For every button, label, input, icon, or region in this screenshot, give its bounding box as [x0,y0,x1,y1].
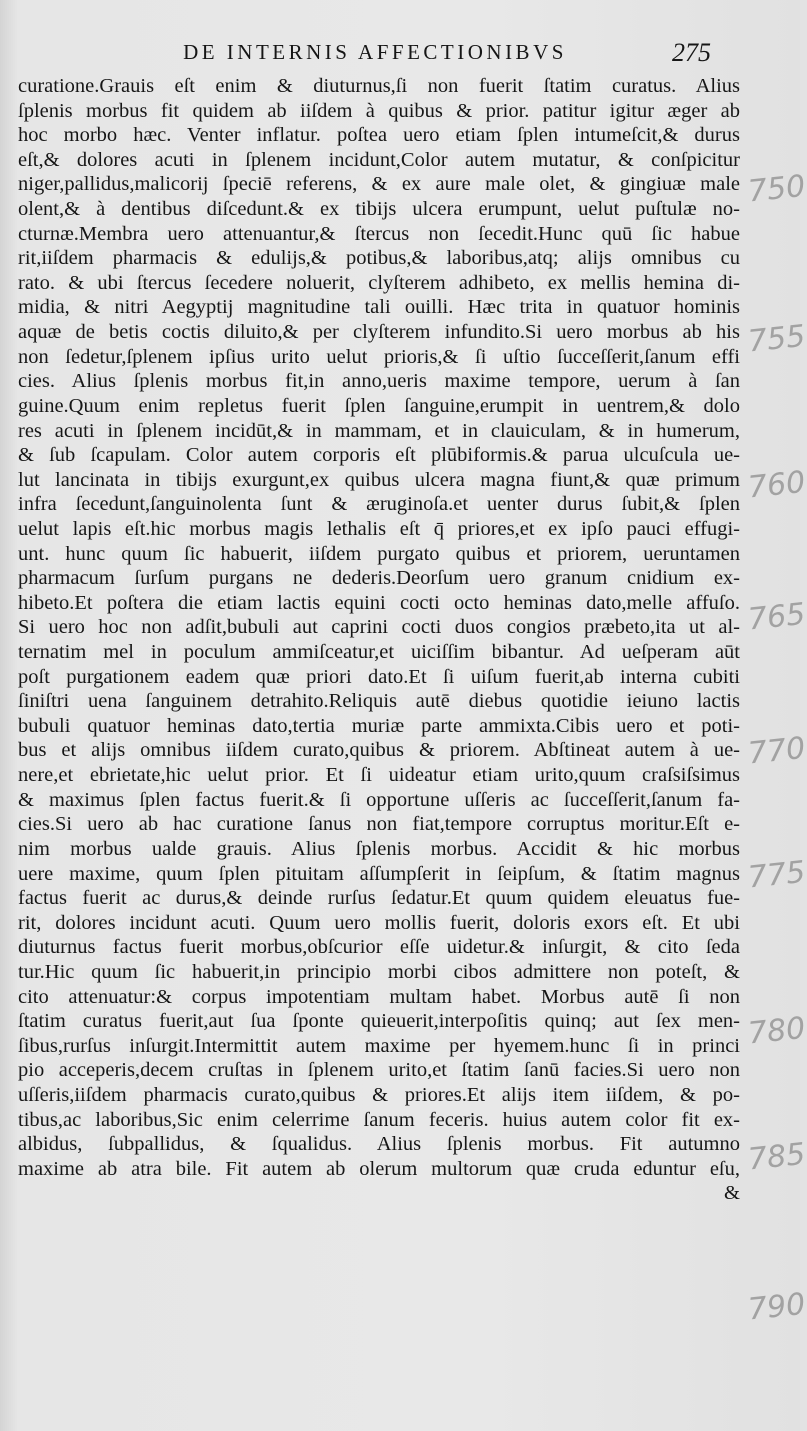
text-line: tur.Hic quum ſic habuerit,in principio morbi cibos admittere non poteſt, & [18,960,740,983]
text-line: ſiniſtri uena ſanguinem detrahito.Reliquis autē diebus quotidie ieiuno lactis [18,690,740,713]
text-line: nim morbus ualde grauis. Alius ſplenis morbus. Accidit & hic morbus [18,837,740,860]
text-line: eſt,& dolores acuti in ſplenem incidunt,Color autem mutatur, & conſpicitur [18,148,740,171]
text-line: tibus,ac laboribus,Sic enim celerrime ſanum feceris. huius autem color fit ex- [18,1108,740,1131]
margin-note: 760 [746,464,807,506]
text-line: bubuli quatuor heminas dato,tertia muriæ parte ammixta.Cibis uero et poti- [18,714,740,737]
margin-note: 750 [746,168,807,210]
text-line: niger,pallidus,malicorij ſpeciē referens, & ex aure male olet, & gingiuæ male [18,173,740,196]
text-line: rit, dolores incidunt acuti. Quum uero mollis fuerit, doloris exors eſt. Et ubi [18,911,740,934]
text-line: hoc morbo hæc. Venter inflatur. poſtea uero etiam ſplen intumeſcit,& durus [18,124,740,147]
text-line: ſibus,rurſus inſurgit.Intermittit autem maxime per hyemem.hunc ſi in princi [18,1034,740,1057]
text-line: midia, & nitri Aegyptij magnitudine tali ouilli. Hæc trita in quatuor hominis [18,296,740,319]
text-line: cito attenuatur:& corpus impotentiam multam habet. Morbus autē ſi non [18,985,740,1008]
text-line: guine.Quum enim repletus fuerit ſplen ſanguine,erumpit in uentrem,& dolo [18,394,740,417]
text-line: res acuti in ſplenem incidūt,& in mammam, et in clauiculam, & in humerum, [18,419,740,442]
page-number: 275 [672,38,711,67]
running-title: DE INTERNIS AFFECTIONIBVS [183,40,567,64]
text-line: & [724,1182,740,1205]
text-line: poſt purgationem eadem quæ priori dato.Et ſi uiſum fuerit,ab interna cubiti [18,665,740,688]
text-line: cies. Alius ſplenis morbus fit,in anno,ueris maxime tempore, uerum à ſan [18,370,740,393]
text-line: albidus, ſubpallidus, & ſqualidus. Alius ſplenis morbus. Fit autumno [18,1133,740,1156]
text-line: ſtatim curatus fuerit,aut ſua ſponte quieuerit,interpoſitis quinq; aut ſex men- [18,1010,740,1033]
text-line: olent,& à dentibus diſcedunt.& ex tibijs ulcera erumpunt, uelut puſtulæ no- [18,198,740,221]
text-line: maxime ab atra bile. Fit autem ab olerum multorum quæ cruda eduntur eſu, [18,1157,740,1180]
margin-note: 770 [746,730,807,772]
text-line: rato. & ubi ſtercus ſecedere noluerit, clyſterem adhibeto, ex mellis hemina di- [18,271,740,294]
text-line: uelut lapis eſt.hic morbus magis lethalis eſt q̄ priores,et ex ipſo pauci effugi- [18,517,740,540]
margin-note: 785 [746,1136,807,1178]
margin-note: 775 [746,854,807,896]
text-line: bus et alijs omnibus iiſdem curato,quibus & priorem. Abſtineat autem à ue- [18,739,740,762]
text-line: diuturnus factus fuerit morbus,obſcurior eſſe uidetur.& inſurgit, & cito ſeda [18,936,740,959]
text-line: Si uero hoc non adſit,bubuli aut caprini cocti duos congios præbeto,ita ut al- [18,616,740,639]
margin-note: 780 [746,1010,807,1052]
text-line: aquæ de betis coctis diluito,& per clyſterem infundito.Si uero morbus ab his [18,321,740,344]
text-line: cies.Si uero ab hac curatione ſanus non fiat,tempore corruptus moritur.Eſt e- [18,813,740,836]
text-line: pio acceperis,decem cruſtas in ſplenem urito,et ſtatim ſanū facies.Si uero non [18,1059,740,1082]
text-line: infra ſecedunt,ſanguinolenta ſunt & æruginoſa.et uenter durus ſubit,& ſplen [18,493,740,516]
text-line: uere maxime, quum ſplen pituitam aſſumpſerit in ſeipſum, & ſtatim magnus [18,862,740,885]
text-line: curatione.Grauis eſt enim & diuturnus,ſi non fuerit ſtatim curatus. Alius [18,75,740,97]
margin-note: 765 [746,596,807,638]
margin-note: 755 [746,318,807,360]
text-line: ſplenis morbus fit quidem ab iiſdem à quibus & prior. patitur igitur æger ab [18,99,740,122]
text-line: hibeto.Et poſtera die etiam lactis equini cocti octo heminas dato,melle affuſo. [18,591,740,614]
text-line: pharmacum ſurſum purgans ne dederis.Deorſum uero granum cnidium ex- [18,567,740,590]
text-line: & maximus ſplen factus fuerit.& ſi opportune uſſeris ac ſucceſſerit,ſanum fa- [18,788,740,811]
text-line: lut lancinata in tibijs exurgunt,ex quibus ulcera magna fiunt,& quæ primum [18,468,740,491]
text-line: cturnæ.Membra uero attenuantur,& ſtercus non ſecedit.Hunc quū ſic habue [18,222,740,245]
margin-note: 790 [746,1286,807,1328]
text-line: & ſub ſcapulam. Color autem corporis eſt plūbiformis.& parua ulcuſcula ue- [18,444,740,467]
text-line: nere,et ebrietate,hic uelut prior. Et ſi uideatur etiam urito,quum craſsiſsimus [18,764,740,787]
text-line: factus fuerit ac durus,& deinde rurſus ſedatur.Et quum quidem eleuatus fue- [18,887,740,910]
text-line: uſſeris,iiſdem pharmacis curato,quibus & priores.Et alijs item iiſdem, & po- [18,1083,740,1106]
text-line: unt. hunc quum ſic habuerit, iiſdem purgato quibus et priorem, ueruntamen [18,542,740,565]
text-line: ternatim mel in poculum ammiſceatur,et uiciſſim bibantur. Ad ueſperam aūt [18,641,740,664]
text-line: rit,iiſdem pharmacis & edulijs,& potibus,& laboribus,atq; alijs omnibus cu [18,247,740,270]
text-line: non ſedetur,ſplenem ipſius urito uelut prioris,& ſi uſtio ſucceſſerit,ſanum effi [18,345,740,368]
